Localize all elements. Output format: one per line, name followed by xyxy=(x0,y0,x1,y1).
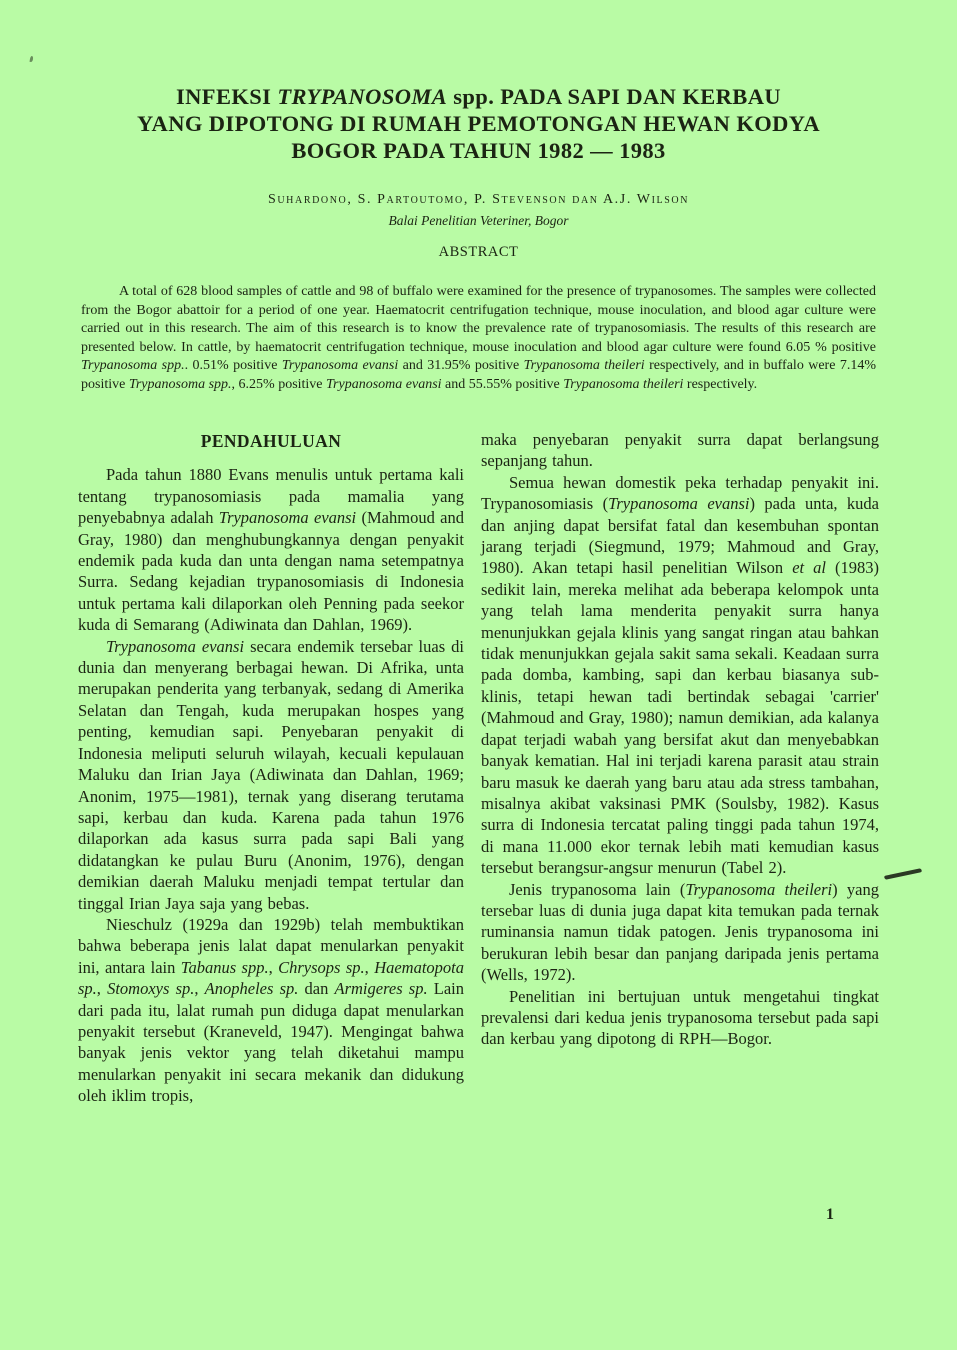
pen-mark-annotation xyxy=(884,868,922,880)
title-line-2: YANG DIPOTONG DI RUMAH PEMOTONGAN HEWAN KODYA xyxy=(136,111,821,136)
abstract-body xyxy=(81,283,876,395)
abstract-heading: ABSTRACT xyxy=(438,244,519,260)
paper-title xyxy=(60,83,897,164)
ink-speck xyxy=(30,56,34,62)
title-line-1: INFEKSI TRYPANOSOMA spp. PADA SAPI DAN KERBAU xyxy=(176,84,781,109)
paragraph: Jenis trypanosoma lain (Trypanosoma theileri) yang tersebar luas di dunia juga dapat kita temukan pada ternak ruminansia namun tidak patogen. Jenis trypanosoma ini berukuran lebih besar dan panjang daripada jenis pertama (Wells, 1972). xyxy=(481,879,879,985)
authors-line: Suhardono, S. Partoutomo, P. Stevenson dan A.J. Wilson xyxy=(267,192,690,207)
title-line-3: BOGOR PADA TAHUN 1982 — 1983 xyxy=(291,138,666,163)
affiliation-line: Balai Penelitian Veteriner, Bogor xyxy=(388,213,569,228)
right-column xyxy=(481,429,879,1107)
left-column xyxy=(78,429,464,1107)
paragraph: Penelitian ini bertujuan untuk mengetahui tingkat prevalensi dari kedua jenis trypanosoma tersebut pada sapi dan kerbau yang dipotong di RPH—Bogor. xyxy=(481,986,879,1049)
paragraph: maka penyebaran penyakit surra dapat berlangsung sepanjang tahun. xyxy=(481,430,879,471)
paragraph: Nieschulz (1929a dan 1929b) telah membuktikan bahwa beberapa jenis lalat dapat menularkan penyakit ini, antara lain Tabanus spp., Chrysops sp., Haematopota sp., Stomoxys sp., Anopheles sp. dan Armigeres sp. Lain dari pada itu, lalat rumah pun diduga dapat menularkan penyakit tersebut (Kraneveld, 1947). Mengingat bahwa banyak jenis vektor yang telah diketahui mampu menularkan penyakit ini secara mekanik dan didukung oleh iklim tropis, xyxy=(78,914,465,1106)
section-heading-pendahuluan: PENDAHULUAN xyxy=(200,431,342,451)
paragraph: Semua hewan domestik peka terhadap penyakit ini. Trypanosomiasis (Trypanosoma evansi) pada unta, kuda dan anjing dapat bersifat fatal dan kesembuhan spontan jarang terjadi (Siegmund, 1979; Mahmoud and Gray, 1980). Akan tetapi hasil penelitian Wilson et al (1983) sedikit lain, mereka melihat ada beberapa kelompok unta yang telah lama menderita penyakit surra hanya menunjukkan gejala klinis yang sangat ringan atau bahkan tidak menunjukkan gejala sakit sama sekali. Keadaan surra pada domba, kambing, sapi dan kerbau biasanya sub-klinis, tetapi hewan tadi bertindak sebagai 'carrier' (Mahmoud and Gray, 1980); namun demikian, ada kalanya dapat terjadi wabah yang bersifat akut dan menyebabkan banyak kematian. Hal ini terjadi karena parasit atau strain baru masuk ke daerah yang baru atau ada stress tambahan, misalnya akibat vaksinasi PMK (Soulsby, 1982). Kasus surra di Indonesia tercatat paling tinggi pada tahun 1974, di mana 11.000 ekor ternak lebih mati kemudian kasus tersebut berangsur-angsur menurun (Tabel 2). xyxy=(481,472,880,878)
page-number: 1 xyxy=(826,1206,834,1223)
intro-columns xyxy=(78,429,879,1107)
paragraph: Pada tahun 1880 Evans menulis untuk pertama kali tentang trypanosomiasis pada mamalia yang penyebabnya adalah Trypanosoma evansi (Mahmoud and Gray, 1980) dan menghubungkannya dengan penyakit endemik pada kuda dan unta dengan nama setempatnya Surra. Sedang kejadian trypanosomiasis di Indonesia untuk pertama kali dilaporkan oleh Penning pada seekor kuda di Semarang (Adiwinata dan Dahlan, 1969). xyxy=(78,465,464,635)
paragraph: Trypanosoma evansi secara endemik tersebar luas di dunia dan menyerang berbagai hewan. Di Afrika, unta merupakan penderita yang terbanyak, sedang di Amerika Selatan dan Tengah, kuda merupakan hospes yang penting, kemudian sapi. Penyebaran penyakit di Indonesia meliputi seluruh wilayah, kecuali kepulauan Maluku dan Irian Jaya (Adiwinata dan Dahlan, 1969; Anonim, 1975—1981), ternak yang diserang terutama sapi, kerbau dan kuda. Karena pada tahun 1976 dilaporkan ada kasus surra pada sapi Bali yang didatangkan ke pulau Buru (Anonim, 1976), dengan demikian daerah Maluku menjadi tempat tertular dan tinggal Irian Jaya saja yang bebas. xyxy=(78,636,465,913)
abstract-paragraph: A total of 628 blood samples of cattle and 98 of buffalo were examined for the presence of trypanosomes. The samples were collected from the Bogor abattoir for a period of one year. Haematocrit centrifugation technique, mouse inoculation, and blood agar culture were carried out in this research. The aim of this research is to know the prevalence rate of trypanosomiasis. The results of this research are presented below. In cattle, by haematocrit centrifugation technique, mouse inoculation and blood agar culture were found 6.05 % positive Trypanosoma spp.. 0.51% positive Trypanosoma evansi and 31.95% positive Trypanosoma theileri respectively, and in buffalo were 7.14% positive Trypanosoma spp., 6.25% positive Trypanosoma evansi and 55.55% positive Trypanosoma theileri respectively. xyxy=(81,284,876,392)
